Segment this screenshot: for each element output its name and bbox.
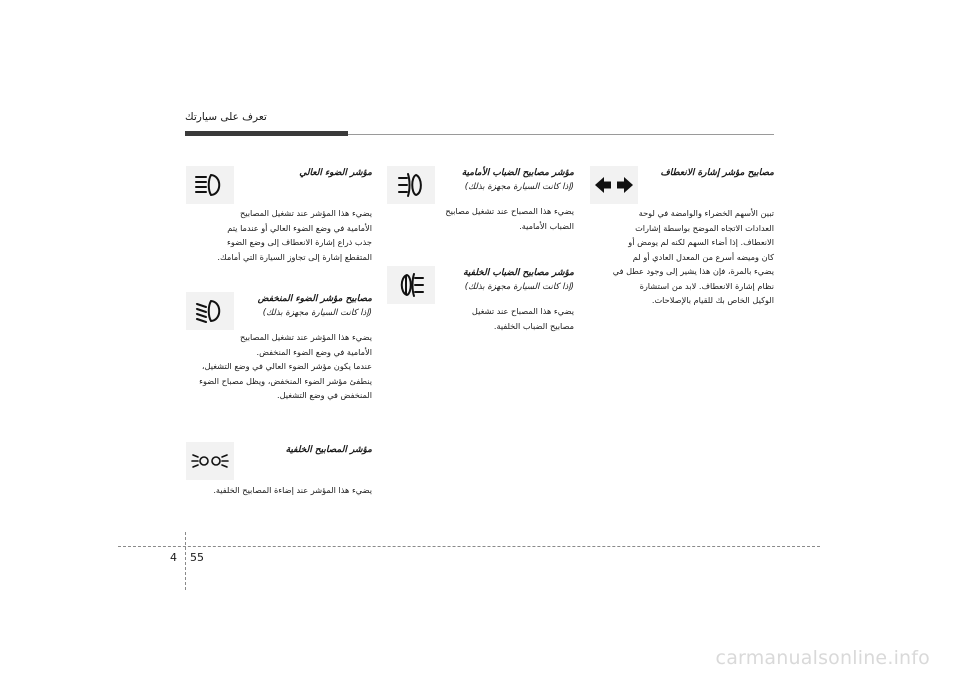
text-line: العدادات الاتجاه الموضح بواسطة إشارات [635, 222, 774, 233]
footer-rule [118, 546, 820, 547]
header-rule-thin [348, 134, 774, 135]
text-line: كان وميضه أسرع من المعدل العادي أو لم [632, 251, 774, 262]
text-line: الأمامية في وضع الضوء المنخفض. [256, 346, 372, 357]
tail-light-icon [191, 451, 229, 471]
rear-fog-subheading: (إذا كانت السيارة مجهزة بذلك) [464, 282, 574, 292]
page-number: 55 [190, 551, 204, 564]
text-line: الأمامية في وضع الضوء العالي أو عندما يتم [227, 222, 372, 233]
rear-fog-heading: مؤشر مصابيح الضباب الخلفية [463, 268, 574, 278]
chapter-number: 4 [170, 551, 177, 564]
text-line: تبين الأسهم الخضراء والوامضة في لوحة [638, 208, 774, 218]
high-beam-section [217, 167, 372, 264]
tail-light-section [213, 444, 372, 498]
high-beam-icon-box [186, 166, 234, 204]
high-beam-body [187, 206, 372, 264]
turn-signal-heading: مصابيح مؤشر إشارة الانعطاف [660, 168, 774, 178]
header-rule-thick [185, 131, 348, 136]
tail-light-body [187, 483, 372, 498]
text-line: يضيء بالمرة، فإن هذا يشير إلى وجود عطل في [612, 266, 774, 276]
text-line: يضيء هذا المصباح عند تشغيل مصابيح [445, 206, 574, 216]
text-line: الوكيل الخاص بك للقيام بالإصلاحات. [651, 295, 774, 305]
front-fog-icon-box [387, 166, 435, 204]
front-fog-body [399, 204, 574, 233]
header-title: تعرف على سيارتك [185, 111, 267, 123]
high-beam-heading: مؤشر الضوء العالي [299, 168, 372, 178]
turn-signal-section [592, 167, 774, 308]
low-beam-section [199, 293, 372, 403]
front-fog-heading: مؤشر مصابيح الضباب الأمامية [461, 168, 574, 178]
text-line: مصابيح الضباب الخلفية. [493, 320, 574, 331]
low-beam-icon [194, 299, 226, 323]
text-line: يضيء هذا المؤشر عند إضاءة المصابيح الخلفية. [213, 485, 372, 495]
front-fog-section [440, 167, 574, 233]
turn-signal-body [592, 206, 774, 308]
text-line: الضباب الأمامية. [519, 220, 574, 231]
rear-fog-section [440, 267, 574, 333]
low-beam-icon-box [186, 292, 234, 330]
text-line: المنخفض في وضع التشغيل. [276, 390, 372, 400]
tail-light-heading: مؤشر المصابيح الخلفية [285, 445, 372, 455]
low-beam-subheading: (إذا كانت السيارة مجهزة بذلك) [262, 308, 372, 318]
rear-fog-body [399, 304, 574, 333]
tail-light-icon-box [186, 442, 234, 480]
low-beam-heading: مصابيح مؤشر الضوء المنخفض [257, 294, 372, 304]
text-line: الانعطاف. إذا أضاء السهم لكنه لم يومض أو [628, 237, 774, 247]
front-fog-subheading: (إذا كانت السيارة مجهزة بذلك) [464, 182, 574, 192]
high-beam-icon [194, 173, 226, 197]
low-beam-body [187, 330, 372, 403]
text-line: ينطفئ مؤشر الضوء المنخفض، ويظل مصباح الضوء [199, 375, 372, 386]
text-line: جذب ذراع إشارة الانعطاف إلى وضع الضوء [227, 237, 372, 247]
text-line: يضيء هذا المؤشر عند تشغيل المصابيح [239, 332, 372, 342]
watermark: carmanualsonline.info [715, 647, 930, 669]
text-line: يضيء هذا المصباح عند تشغيل [471, 306, 574, 316]
footer-divider [185, 532, 186, 590]
front-fog-light-icon [396, 172, 426, 198]
text-line: عندما يكون مؤشر الضوء العالي في وضع التشغيل، [201, 361, 372, 371]
rear-fog-icon-box [387, 266, 435, 304]
text-line: نظام إشارة الانعطاف. لابد من استشارة [639, 280, 774, 291]
text-line: المتقطع إشارة إلى تجاوز السيارة التي أمامك. [217, 251, 372, 262]
text-line: يضيء هذا المؤشر عند تشغيل المصابيح [239, 208, 372, 218]
rear-fog-light-icon [396, 272, 426, 298]
